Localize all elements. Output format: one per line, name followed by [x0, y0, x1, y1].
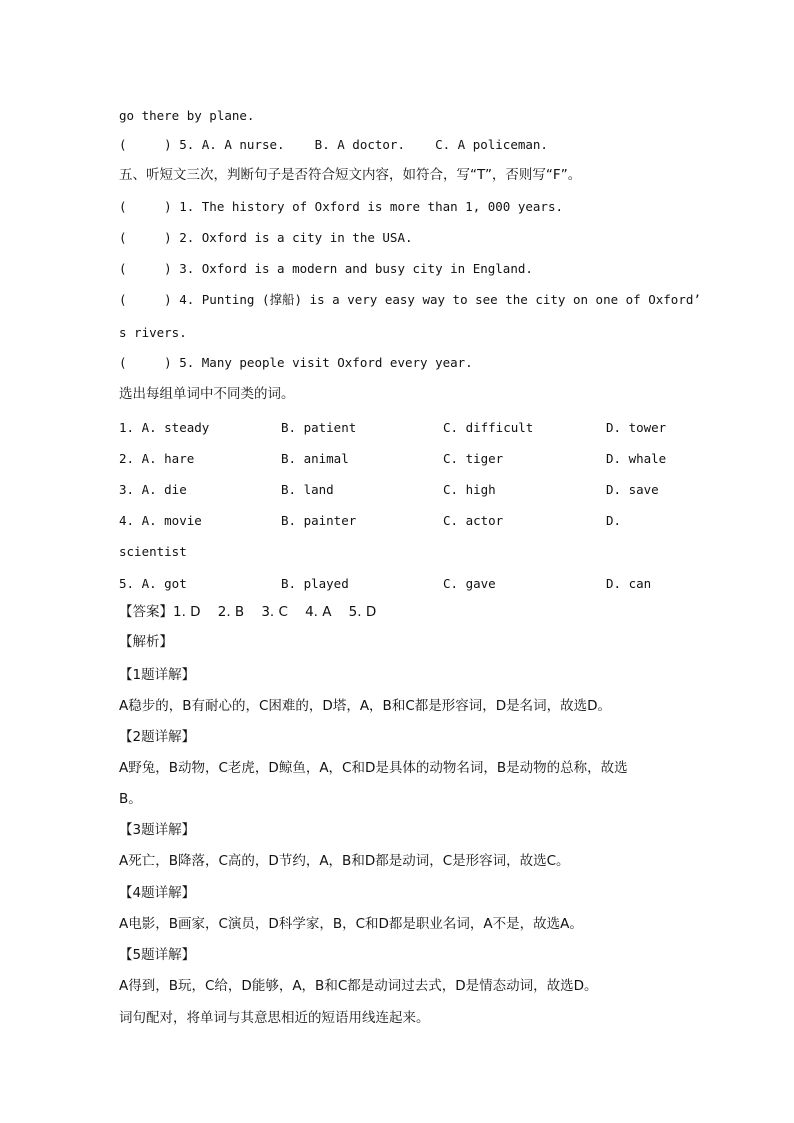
detail-1-text: A稳步的，B有耐心的，C困难的，D塔，A，B和C都是形容词，D是名词，故选D。	[119, 698, 612, 714]
option-d: D. save	[606, 482, 659, 497]
option-c: C. gave	[443, 576, 496, 591]
option-b: B. played	[281, 576, 349, 591]
option-d: D. whale	[606, 451, 667, 466]
detail-2-title: 【2题详解】	[119, 729, 196, 745]
detail-4-title: 【4题详解】	[119, 885, 196, 901]
option-a: 3. A. die	[119, 482, 187, 497]
row-4-wrap: scientist	[119, 544, 187, 559]
odd-one-out-heading: 选出每组单词中不同类的词。	[119, 386, 295, 402]
option-c: C. tiger	[443, 451, 504, 466]
next-section-heading: 词句配对，将单词与其意思相近的短语用线连起来。	[119, 1010, 430, 1026]
tf-item-4: ( ) 4. Punting (撑船) is a very easy way to see the city on one of Oxford’	[119, 292, 701, 307]
option-a: 1. A. steady	[119, 420, 210, 435]
option-b: B. animal	[281, 451, 349, 466]
option-b: B. patient	[281, 420, 357, 435]
tf-item-5: ( ) 5. Many people visit Oxford every year.	[119, 355, 473, 370]
option-b: B. painter	[281, 513, 357, 528]
answer-line: 【答案】1. D 2. B 3. C 4. A 5. D	[119, 604, 377, 620]
tf-item-2: ( ) 2. Oxford is a city in the USA.	[119, 230, 413, 245]
detail-5-title: 【5题详解】	[119, 947, 196, 963]
option-d: D.	[606, 513, 622, 528]
section-5-heading: 五、听短文三次，判断句子是否符合短文内容，如符合，写“T”，否则写“F”。	[119, 167, 582, 183]
option-a: 5. A. got	[119, 576, 187, 591]
option-c: C. difficult	[443, 420, 534, 435]
detail-3-title: 【3题详解】	[119, 822, 196, 838]
option-a: 2. A. hare	[119, 451, 195, 466]
option-d: D. can	[606, 576, 652, 591]
detail-3-text: A死亡，B降落，C高的，D节约，A，B和D都是动词，C是形容词，故选C。	[119, 853, 570, 869]
detail-2-text-wrap: B。	[119, 791, 142, 807]
continued-line: go there by plane.	[119, 108, 255, 123]
analysis-label: 【解析】	[119, 634, 173, 650]
option-b: B. land	[281, 482, 334, 497]
option-c: C. high	[443, 482, 496, 497]
option-a: 4. A. movie	[119, 513, 202, 528]
listening-question-5: ( ) 5. A. A nurse. B. A doctor. C. A policeman.	[119, 137, 548, 152]
option-c: C. actor	[443, 513, 504, 528]
tf-item-1: ( ) 1. The history of Oxford is more than 1, 000 years.	[119, 199, 564, 214]
option-d: D. tower	[606, 420, 667, 435]
detail-1-title: 【1题详解】	[119, 667, 196, 683]
tf-item-4-wrap: s rivers.	[119, 325, 187, 340]
detail-2-text: A野兔，B动物，C老虎，D鲸鱼，A，C和D是具体的动物名词，B是动物的总称，故选	[119, 760, 628, 776]
tf-item-3: ( ) 3. Oxford is a modern and busy city in England.	[119, 261, 533, 276]
detail-5-text: A得到，B玩，C给，D能够，A，B和C都是动词过去式，D是情态动词，故选D。	[119, 978, 598, 994]
detail-4-text: A电影，B画家，C演员，D科学家，B，C和D都是职业名词，A不是，故选A。	[119, 916, 583, 932]
